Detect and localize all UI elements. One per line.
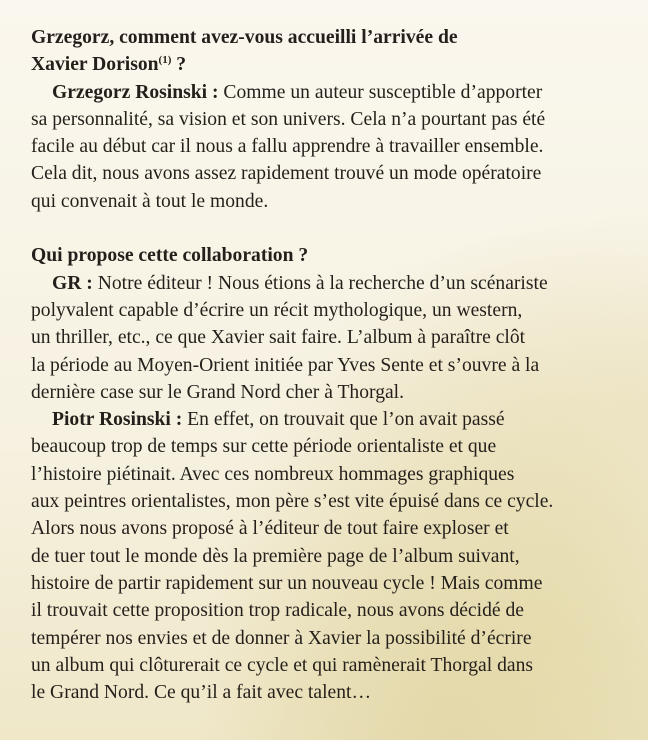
answer-3-line-10: un album qui clôturerait ce cycle et qui ramènerait Thorgal dans [31,654,533,676]
interview-text [31,24,631,706]
answer-3-line-7: histoire de partir rapidement sur un nouveau cycle ! Mais comme [31,572,543,594]
answer-1-line-3: facile au début car il nous a fallu apprendre à travailler ensemble. [31,136,544,158]
answer-3-line-8: il trouvait cette proposition trop radicale, nous avons décidé de [31,600,524,622]
answer-1-line-2: sa personnalité, sa vision et son univers. Cela n’a pourtant pas été [31,108,546,130]
answer-2-text-1: Notre éditeur ! Nous étions à la recherche d’un scénariste [92,272,548,294]
answer-1-line-1 [31,79,631,106]
answer-1-line-4: Cela dit, nous avons assez rapidement trouvé un mode opératoire [31,163,542,185]
speaker-grzegorz: Grzegorz Rosinski : [52,81,219,103]
answer-3-line-5: Alors nous avons proposé à l’éditeur de tout faire exploser et [31,518,509,540]
question-1-end: ? [171,54,187,76]
answer-1-line-5: qui convenait à tout le monde. [31,190,269,212]
question-2-line-1: Qui propose cette collaboration ? [31,245,309,267]
question-1-line-2 [31,51,631,78]
paragraph-gap [31,215,631,242]
speaker-gr: GR : [52,272,93,294]
answer-3-line-3: l’histoire piétinait. Avec ces nombreux hommages graphiques [31,463,515,485]
answer-3-text-1: En effet, on trouvait que l’on avait passé [182,409,505,431]
answer-3-line-4: aux peintres orientalistes, mon père s’est vite épuisé dans ce cycle. [31,491,554,513]
answer-3-line-9: tempérer nos envies et de donner à Xavier la possibilité d’écrire [31,627,532,649]
answer-1-text-1: Comme un auteur susceptible d’apporter [218,81,543,103]
answer-2-line-2: polyvalent capable d’écrire un récit mythologique, un western, [31,299,523,321]
answer-2-line-4: la période au Moyen-Orient initiée par Yves Sente et s’ouvre à la [31,354,540,376]
answer-2-line-1 [31,270,631,297]
answer-2-line-5: dernière case sur le Grand Nord cher à Thorgal. [31,381,405,403]
answer-2-line-3: un thriller, etc., ce que Xavier sait faire. L’album à paraître clôt [31,327,526,349]
footnote-marker: (1) [158,54,172,67]
speaker-piotr: Piotr Rosinski : [52,409,183,431]
answer-3-line-1 [31,406,631,433]
answer-3-line-6: de tuer tout le monde dès la première page de l’album suivant, [31,545,520,567]
answer-3-line-2: beaucoup trop de temps sur cette période orientaliste et que [31,436,497,458]
question-1-name: Xavier Dorison [31,54,159,76]
question-1-line-1: Grzegorz, comment avez-vous accueilli l’arrivée de [31,27,458,48]
answer-3-line-11: le Grand Nord. Ce qu’il a fait avec talent… [31,682,372,704]
